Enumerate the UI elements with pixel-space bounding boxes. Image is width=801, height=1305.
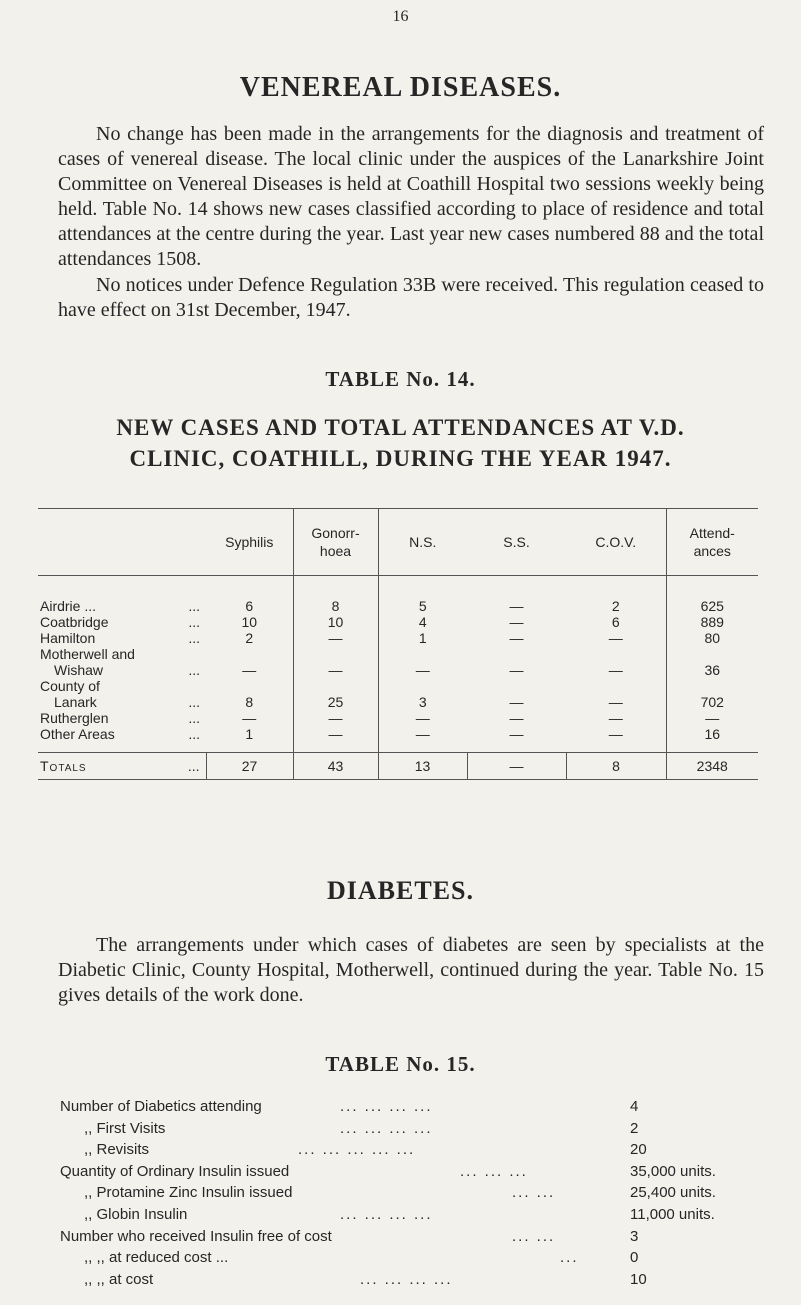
diabetes-heading: DIABETES. (327, 876, 474, 905)
page-number: 16 (392, 8, 409, 25)
table-14-title: TABLE No. 14. (325, 367, 476, 391)
list-item: ,, ,, at reduced cost ... ... 0 (84, 1249, 639, 1267)
venereal-paragraph-1: No change has been made in the arrangements for the diagnosis and treatment of cases of venereal disease. The local clinic under the auspices of the Lanarkshire Joint Committee on Venereal Diseases is held at Coathill Hospital two sessions weekly being held. Table No. 14 shows new cases classified according to place of residence and total attendances at the centre during the year. Last year new cases numbered 88 and the total attendances 1508. (58, 123, 764, 270)
table-row: Airdrie ... ... 6 8 5 — 2 625 (38, 576, 758, 615)
list-item: ,, First Visits ... ... ... ... 2 (84, 1119, 639, 1137)
table-totals-row: Totals ... 27 43 13 — 8 2348 (38, 753, 758, 780)
table-row: Coatbridge ... 10 10 4 — 6 889 (38, 614, 758, 630)
list-item: Quantity of Ordinary Insulin issued ... ... ... 35,000 units. (60, 1162, 716, 1180)
header-cov: C.O.V. (566, 509, 666, 576)
list-item: ,, Globin Insulin ... ... ... ... 11,000 units. (84, 1205, 715, 1223)
table-14-subtitle-line-1: NEW CASES AND TOTAL ATTENDANCES AT V.D. (116, 415, 685, 440)
header-gonorrhoea: Gonorr- hoea (293, 509, 378, 576)
table-row: Other Areas ... 1 — — — — 16 (38, 726, 758, 742)
header-syphilis: Syphilis (206, 509, 293, 576)
list-item: ,, Revisits ... ... ... ... ... 20 (84, 1141, 647, 1159)
table-row: Wishaw ... — — — — — 36 (38, 662, 758, 678)
table-row: Rutherglen ... — — — — — — (38, 710, 758, 726)
diabetes-paragraph: The arrangements under which cases of diabetes are seen by specialists at the Diabetic Clinic, County Hospital, Motherwell, continued during the year. Table No. 15 gives details of the work done. (58, 934, 764, 1006)
header-ss: S.S. (467, 509, 566, 576)
table-15 (60, 1096, 760, 1290)
list-item: Number who received Insulin free of cost ... ... 3 (60, 1227, 639, 1245)
table-15-title: TABLE No. 15. (325, 1052, 476, 1076)
list-item: Number of Diabetics attending ... ... ... ... 4 (60, 1098, 639, 1115)
venereal-paragraph-2: No notices under Defence Regulation 33B were received. This regulation ceased to have effect on 31st December, 1947. (58, 274, 764, 321)
table-row: Hamilton ... 2 — 1 — — 80 (38, 630, 758, 646)
table-row-label-only: Motherwell and (38, 646, 758, 662)
table-row: Lanark ... 8 25 3 — — 702 (38, 694, 758, 710)
table-14-subtitle-line-2: CLINIC, COATHILL, DURING THE YEAR 1947. (129, 446, 672, 471)
header-attendances: Attend- ances (666, 509, 758, 576)
list-item: ,, ,, at cost ... ... ... ... 10 (84, 1270, 647, 1288)
table-row-label-only: County of (38, 678, 758, 694)
venereal-diseases-heading: VENEREAL DISEASES. (239, 72, 562, 103)
list-item: ,, Protamine Zinc Insulin issued ... ... 25,400 units. (84, 1184, 716, 1202)
table-14-header-row (38, 509, 758, 576)
table-spacer (38, 742, 758, 753)
table-14 (38, 508, 758, 780)
header-place (38, 509, 206, 576)
header-ns: N.S. (378, 509, 467, 576)
